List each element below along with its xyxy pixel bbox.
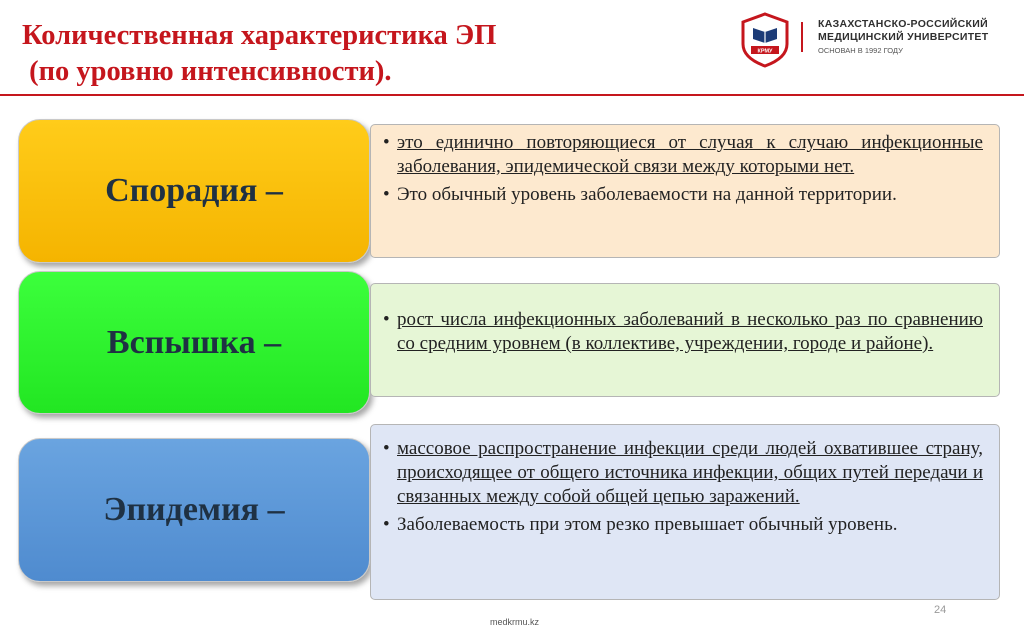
footer-site: medkrmu.kz xyxy=(490,617,540,627)
term-box-epidemia xyxy=(18,438,370,582)
university-emblem-icon xyxy=(740,12,790,68)
definition-box-epidemia xyxy=(370,424,1000,600)
university-logo xyxy=(740,12,1020,68)
term-box-sporadia xyxy=(18,119,370,263)
definition-bullet: • массовое распространение инфекции среди людей охватившее страну, происходящее от общего источника инфекции, общих путей передачи и связанных между собой общей цепью заражений. xyxy=(379,437,983,509)
title-line-1: Количественная характеристика ЭП xyxy=(22,20,497,51)
definition-box-sporadia xyxy=(370,124,1000,258)
term-box-vspyshka xyxy=(18,271,370,414)
logo-text xyxy=(818,18,988,58)
term-label: Вспышка – xyxy=(106,323,282,361)
slide-title xyxy=(22,18,496,90)
definition-bullet: • это единично повторяющиеся от случая к случаю инфекционные заболевания, эпидемической связи между которыми нет. xyxy=(379,131,983,179)
title-line-2: (по уровню интенсивности). xyxy=(22,56,392,87)
term-label: Эпидемия – xyxy=(103,491,285,528)
term-label: Спорадия – xyxy=(105,172,283,209)
logo-divider xyxy=(801,22,803,52)
definition-box-vspyshka xyxy=(370,283,1000,397)
logo-founded: ОСНОВАН В 1992 ГОДУ xyxy=(818,46,903,55)
header-divider xyxy=(0,94,1024,96)
logo-name-line-2: МЕДИЦИНСКИЙ УНИВЕРСИТЕТ xyxy=(818,31,989,43)
logo-name-line-1: КАЗАХСТАНСКО-РОССИЙСКИЙ xyxy=(818,18,988,30)
page-number: 24 xyxy=(934,604,947,616)
emblem-text: КРМУ xyxy=(757,48,773,55)
definition-bullet: • рост числа инфекционных заболеваний в несколько раз по сравнению со средним уровнем (в коллективе, учреждении, городе и районе). xyxy=(379,308,983,356)
definition-bullet: • Это обычный уровень заболеваемости на данной территории. xyxy=(379,183,983,207)
definition-bullet: • Заболеваемость при этом резко превышает обычный уровень. xyxy=(379,513,983,537)
